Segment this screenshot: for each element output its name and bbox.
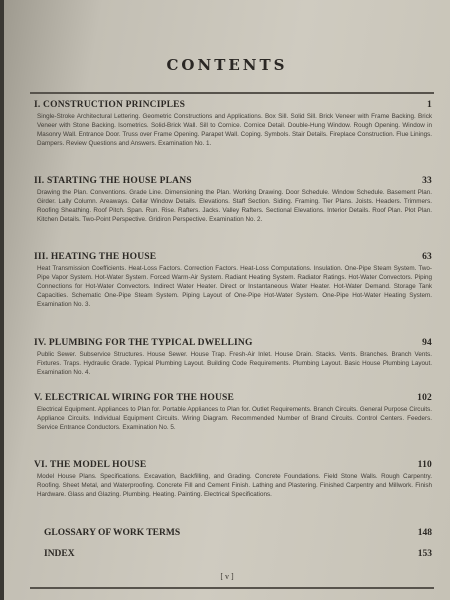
chapter-title: IV. PLUMBING FOR THE TYPICAL DWELLING — [34, 338, 253, 348]
section-title: GLOSSARY OF WORK TERMS — [44, 528, 181, 538]
top-rule — [30, 92, 434, 94]
chapter-title: I. CONSTRUCTION PRINCIPLES — [34, 100, 186, 110]
page-title: CONTENTS — [166, 56, 288, 74]
page-number: 1 — [427, 100, 432, 110]
chapter-description: Heat Transmission Coefficients. Heat-Loss Factors. Correction Factors. Heat-Loss Computations. Insulation. One-Pipe Steam System. Two-Pipe Vapor System. Hot-Water System. Forced Warm-Air System. Radiant Heating System. Radiator Ratings. Hot-Water Convectors. Piping Connections for Hot-Water Convectors. Indirect Water Heater. Direct or Instantaneous Water Heater. Hot-Water Demand. Storage Tank Capacities. Schematic One-Pipe Steam System. Piping Layout of One-Pipe Hot-Water System. One-Pipe Hot-Water Heating System. Examination No. 3. — [37, 265, 432, 308]
toc-entry-index — [44, 549, 432, 559]
toc-entry-5 — [34, 393, 432, 432]
section-title: INDEX — [44, 549, 75, 559]
chapter-title: III. HEATING THE HOUSE — [34, 252, 157, 262]
toc-entry-4 — [34, 338, 432, 377]
toc-entry-2 — [34, 176, 432, 224]
page-number: 94 — [422, 338, 432, 348]
book-page — [4, 0, 450, 600]
chapter-description: Model House Plans. Specifications. Excavation, Backfilling, and Grading. Concrete Foundations. Field Stone Walls. Rough Carpentry. Roofing. Sheet Metal, and Waterproofing. Concrete Fill and Cement Finish. Lathing and Plastering. Finished Carpentry and Millwork. Finish Hardware. Glass and Glazing. Plumbing. Heating. Painting. Electrical Specifications. — [37, 473, 432, 498]
page-number: 63 — [422, 252, 432, 262]
chapter-description: Electrical Equipment. Appliances to Plan for. Portable Appliances to Plan for. Outlet Requirements. Branch Circuits. General Purpose Circuits. Appliance Circuits. Individual Equipment Circuits. Wiring Diagram. Recommended Number of Brand Circuits. Control Centers. Feeders. Service Entrance Conductors. Examination No. 5. — [37, 406, 432, 431]
page-number: 102 — [417, 393, 432, 403]
chapter-title: V. ELECTRICAL WIRING FOR THE HOUSE — [34, 393, 235, 403]
toc-entry-glossary — [44, 528, 432, 538]
bottom-rule — [30, 587, 434, 589]
page-number: 110 — [417, 460, 432, 470]
page-folio: [ v ] — [220, 572, 234, 581]
chapter-description: Single-Stroke Architectural Lettering. Geometric Constructions and Applications. Box Sill. Solid Sill. Brick Veneer with Frame Backing. Brick Veneer with Stone Backing. Isometrics. Solid-Brick Wall. Sill to Cornice. Cornice Detail. Double-Hung Window. Rough Opening. Window in Masonry Wall. Entrance Door. Truss over Frame Opening. Parapet Wall. Coping. Symbols. Stair Details. Fireplace Construction. Flue Linings. Dampers. Review Questions and Answers. Examination No. 1. — [37, 113, 432, 147]
chapter-description: Public Sewer. Subservice Structures. House Sewer. House Trap. Fresh-Air Inlet. House Drain. Stacks. Vents. Branches. Branch Vents. Fixtures. Traps. Hydraulic Grade. Typical Plumbing Layout. Building Code Requirements. Plumbing Layout. Basic House Plumbing Layout. Examination No. 4. — [37, 351, 432, 376]
chapter-description: Drawing the Plan. Conventions. Grade Line. Dimensioning the Plan. Working Drawing. Door Schedule. Window Schedule. Basement Plan. Girder. Lally Column. Areaways. Cellar Window Details. Elevations. Staff Section. Siding. Framing. Tier Plans. Joists. Headers. Trimmers. Roofing Sheathing. Roof Pitch. Span. Run. Rise. Rafters. Jacks. Valley Rafters. Sectional Elevations. Interior Details. Roof Plan. Plot Plan. Kitchen Details. Two-Point Perspective. Gridiron Perspective. Examination No. 2. — [37, 189, 432, 223]
page-number: 153 — [417, 549, 432, 559]
page-number: 33 — [422, 176, 432, 186]
toc-entry-3 — [34, 252, 432, 309]
toc-entry-1 — [34, 100, 432, 148]
page-number: 148 — [417, 528, 432, 538]
chapter-title: VI. THE MODEL HOUSE — [34, 460, 147, 470]
chapter-title: II. STARTING THE HOUSE PLANS — [34, 176, 192, 186]
toc-entry-6 — [34, 460, 432, 499]
